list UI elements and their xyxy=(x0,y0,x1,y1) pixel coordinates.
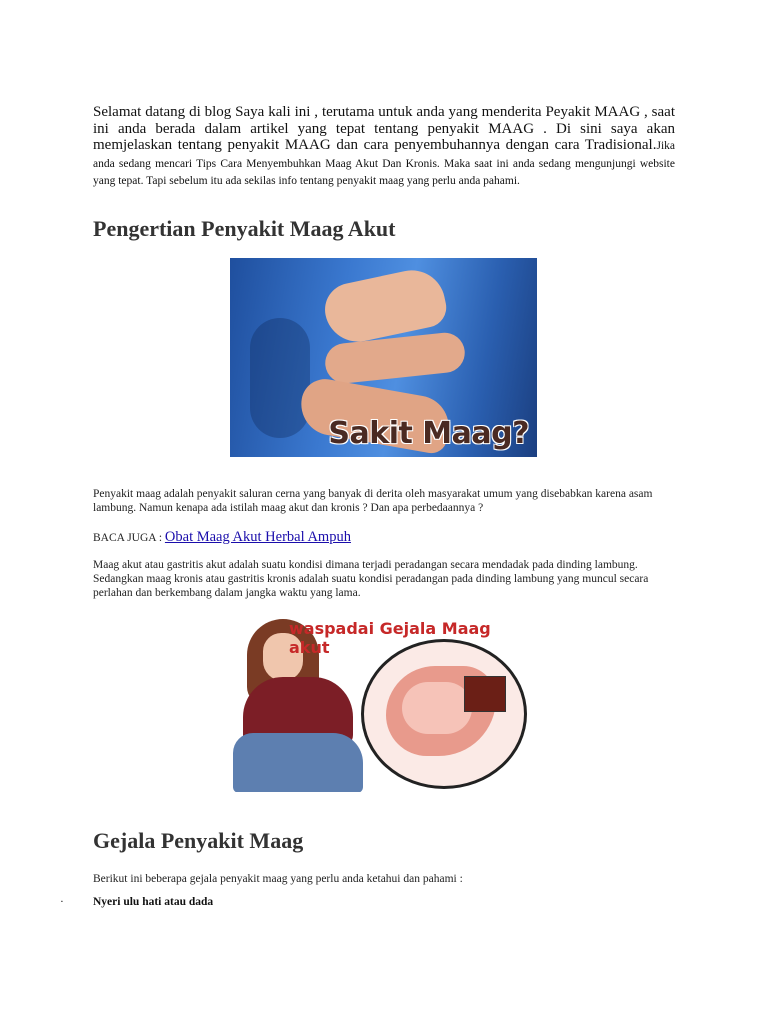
paragraph-akut-kronis: Maag akut atau gastritis akut adalah suatu kondisi dimana terjadi peradangan secara mendadak pada dinding lambung. Sedangkan maag kronis atau gastritis kronis adalah suatu kondisi peradangan pada dinding lambung yang muncul secara perlahan dan berkembang dalam jangka waktu yang lama. xyxy=(93,559,649,599)
waspadai-title: waspadai Gejala Maag akut xyxy=(289,619,491,657)
baca-juga-label: BACA JUGA : xyxy=(93,532,165,544)
bullet-marker: · xyxy=(60,896,64,908)
sakit-maag-caption: Sakit Maag? xyxy=(328,416,529,451)
paragraph-gejala-intro: Berikut ini beberapa gejala penyakit maag yang perlu anda ketahui dan pahami : xyxy=(93,873,463,885)
intro-large-text: Selamat datang di blog Saya kali ini , terutama untuk anda yang menderita Peyakit MAAG , saat ini anda berada dalam artikel yang tepat tentang penyakit MAAG . Di sini saya akan memjelaskan tentang penyakit MAAG dan cara penyembuhannya dengan cara Tradisional. xyxy=(93,104,675,153)
section-heading-gejala: Gejala Penyakit Maag xyxy=(93,828,304,853)
intro-paragraph xyxy=(93,104,675,190)
stomach-diagram xyxy=(361,639,527,789)
bullet-text: Nyeri ulu hati atau dada xyxy=(93,896,214,908)
list-item xyxy=(60,896,213,908)
obat-maag-link[interactable]: Obat Maag Akut Herbal Ampuh xyxy=(164,529,351,545)
sakit-maag-image xyxy=(230,258,537,457)
waspadai-gejala-image xyxy=(233,615,533,792)
baca-juga-line xyxy=(93,530,675,545)
section-heading-pengertian: Pengertian Penyakit Maag Akut xyxy=(93,216,396,241)
paragraph-definition: Penyakit maag adalah penyakit saluran cerna yang banyak di derita oleh masyarakat umum yang disebabkan karena asam lambung. Namun kenapa ada istilah maag akut dan kronis ? Dan apa perbedaannya ? xyxy=(93,488,653,514)
intro-small-text: Jika anda sedang mencari Tips Cara Menyembuhkan Maag Akut Dan Kronis. Maka saat ini anda sedang mengunjungi website yang tepat. Tapi sebelum itu ada sekilas info tentang penyakit maag yang perlu anda pahami. xyxy=(93,140,675,187)
